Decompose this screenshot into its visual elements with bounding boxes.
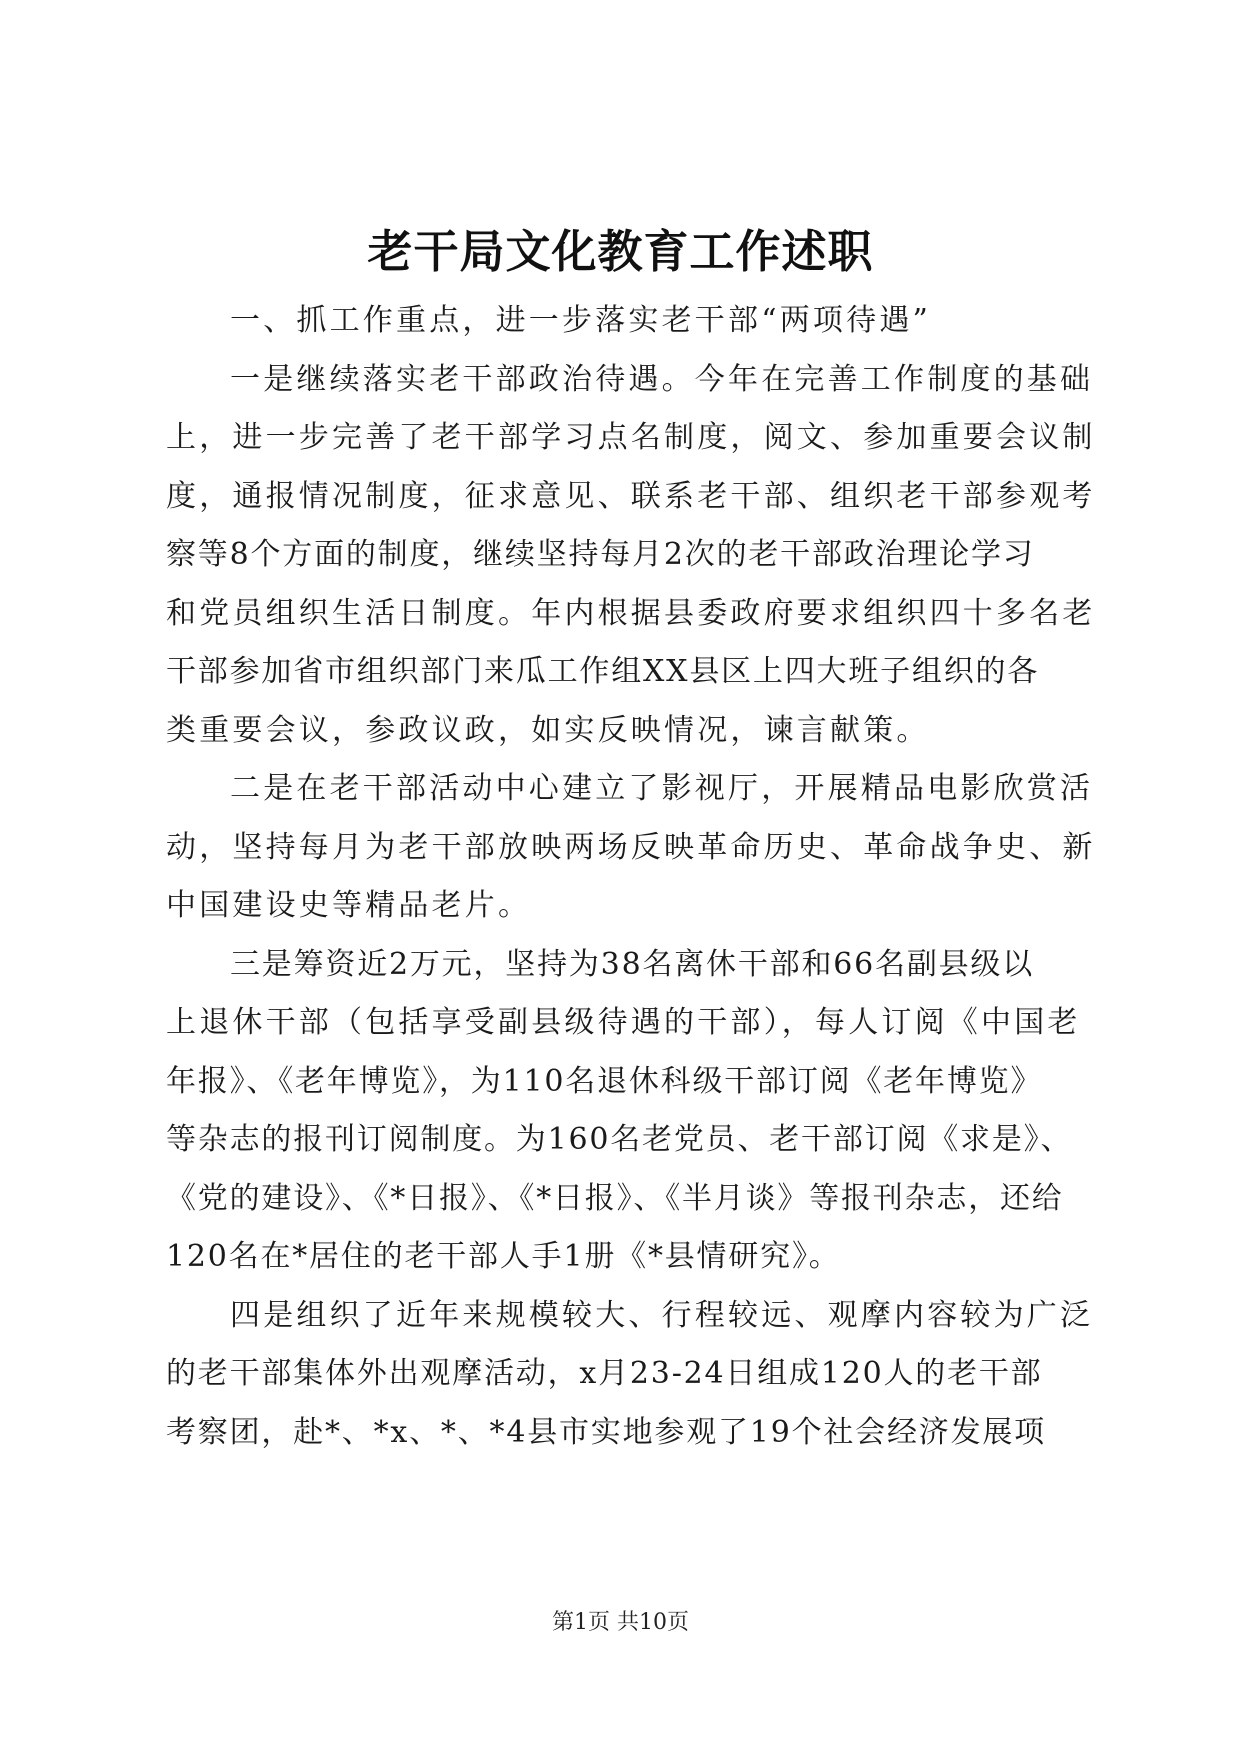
paragraph-line: 考察团，赴*、*x、*、*4县市实地参观了19个社会经济发展项 bbox=[166, 1414, 1046, 1450]
paragraph-line: 一是继续落实老干部政治待遇。今年在完善工作制度的基础 bbox=[230, 361, 1094, 397]
paragraph-line: 察等8个方面的制度，继续坚持每月2次的老干部政治理论学习 bbox=[166, 537, 1035, 572]
section-heading: 一、抓工作重点，进一步落实老干部“两项待遇” bbox=[230, 303, 932, 338]
paragraph-line: 年报》、《老年博览》，为110名退休科级干部订阅《老年博览》 bbox=[166, 1063, 1043, 1099]
paragraph-line: 动，坚持每月为老干部放映两场反映革命历史、革命战争史、新 bbox=[166, 829, 1096, 865]
paragraph-line: 度，通报情况制度，征求意见、联系老干部、组织老干部参观考 bbox=[166, 478, 1096, 514]
paragraph-line: 中国建设史等精品老片。 bbox=[166, 888, 532, 923]
paragraph-line: 上退休干部（包括享受副县级待遇的干部），每人订阅《中国老 bbox=[166, 1005, 1081, 1040]
paragraph-line: 类重要会议，参政议政，如实反映情况，谏言献策。 bbox=[166, 712, 930, 748]
paragraph-line: 等杂志的报刊订阅制度。为160名老党员、老干部订阅《求是》、 bbox=[166, 1122, 1073, 1157]
paragraph-line: 二是在老干部活动中心建立了影视厅，开展精品电影欣赏活 bbox=[230, 771, 1094, 806]
paragraph-line: 的老干部集体外出观摩活动，x月23-24日组成120人的老干部 bbox=[166, 1356, 1043, 1391]
document-title: 老干局文化教育工作述职 bbox=[367, 225, 874, 278]
paragraph-line: 三是筹资近2万元，坚持为38名离休干部和66名副县级以 bbox=[230, 946, 1035, 982]
page-number-footer: 第1页 共10页 bbox=[552, 1610, 689, 1635]
paragraph-line: 上，进一步完善了老干部学习点名制度，阅文、参加重要会议制 bbox=[166, 420, 1096, 455]
paragraph-line: 四是组织了近年来规模较大、行程较远、观摩内容较为广泛 bbox=[230, 1297, 1094, 1333]
paragraph-line: 干部参加省市组织部门来瓜工作组XX县区上四大班子组织的各 bbox=[166, 654, 1040, 689]
paragraph-line: 和党员组织生活日制度。年内根据县委政府要求组织四十多名老 bbox=[166, 595, 1096, 631]
document-body bbox=[166, 292, 1096, 1462]
paragraph-line: 120名在*居住的老干部人手1册《*县情研究》。 bbox=[166, 1239, 841, 1274]
paragraph-line: 《党的建设》、《*日报》、《*日报》、《半月谈》等报刊杂志，还给 bbox=[166, 1180, 1064, 1216]
